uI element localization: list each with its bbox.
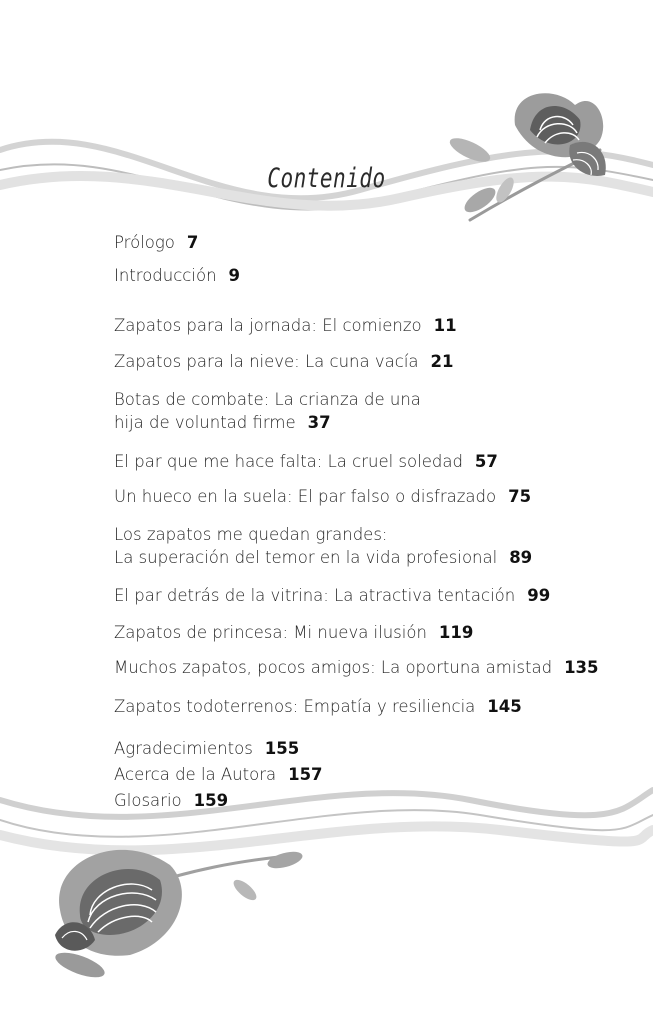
- entry-page-number: 37: [307, 413, 331, 432]
- toc-entry: [114, 350, 454, 373]
- entry-page-number: 119: [438, 623, 474, 642]
- toc-entry: [114, 656, 599, 679]
- toc-entry: [114, 523, 532, 569]
- entry-title: Zapatos para la jornada: El comienzo: [114, 316, 422, 335]
- entry-title-line-1: Botas de combate: La crianza de una: [114, 390, 421, 409]
- entry-page-number: 89: [509, 548, 533, 567]
- entry-title: Muchos zapatos, pocos amigos: La oportuna amistad: [114, 658, 553, 677]
- page-title: Contenido: [267, 163, 386, 193]
- entry-title: Zapatos todoterrenos: Empatía y resiliencia: [114, 697, 476, 716]
- entry-page-number: 7: [186, 233, 199, 252]
- entry-page-number: 9: [228, 266, 241, 285]
- entry-title-line-2: La superación del temor en la vida profesional: [114, 548, 498, 567]
- entry-title: Introducción: [114, 266, 217, 285]
- toc-entry: [114, 695, 522, 718]
- toc-entry: [114, 621, 473, 644]
- entry-page-number: 21: [430, 352, 454, 371]
- entry-title: El par detrás de la vitrina: La atractiva tentación: [114, 586, 516, 605]
- entry-title: Acerca de la Autora: [114, 765, 277, 784]
- entry-page-number: 157: [288, 765, 323, 784]
- entry-title: Prólogo: [114, 233, 175, 252]
- bottom-floral-ornament: [0, 760, 653, 990]
- toc-entry: [114, 450, 498, 473]
- entry-page-number: 145: [487, 697, 522, 716]
- entry-title: Glosario: [114, 791, 182, 810]
- entry-title: Un hueco en la suela: El par falso o disfrazado: [114, 487, 497, 506]
- entry-title: El par que me hace falta: La cruel soledad: [114, 452, 463, 471]
- entry-page-number: 57: [474, 452, 498, 471]
- entry-page-number: 159: [193, 791, 229, 810]
- entry-title: Zapatos de princesa: Mi nueva ilusión: [114, 623, 427, 642]
- entry-page-number: 75: [508, 487, 532, 506]
- entry-title-line-1: Los zapatos me quedan grandes:: [114, 525, 388, 544]
- toc-entry: [114, 789, 228, 812]
- entry-title-line-2: hija de voluntad firme: [114, 413, 296, 432]
- entry-title: Agradecimientos: [114, 739, 253, 758]
- toc-entry: [114, 584, 550, 607]
- toc-entry: [114, 388, 421, 434]
- entry-page-number: 135: [564, 658, 599, 677]
- toc-entry: [114, 763, 323, 786]
- toc-entry: [114, 264, 240, 287]
- toc-entry: [114, 231, 198, 254]
- entry-page-number: 99: [527, 586, 551, 605]
- entry-title: Zapatos para la nieve: La cuna vacía: [114, 352, 419, 371]
- entry-page-number: 11: [433, 316, 457, 335]
- entry-page-number: 155: [264, 739, 300, 758]
- toc-entry: [114, 737, 299, 760]
- toc-entry: [114, 314, 457, 337]
- toc-entry: [114, 485, 531, 508]
